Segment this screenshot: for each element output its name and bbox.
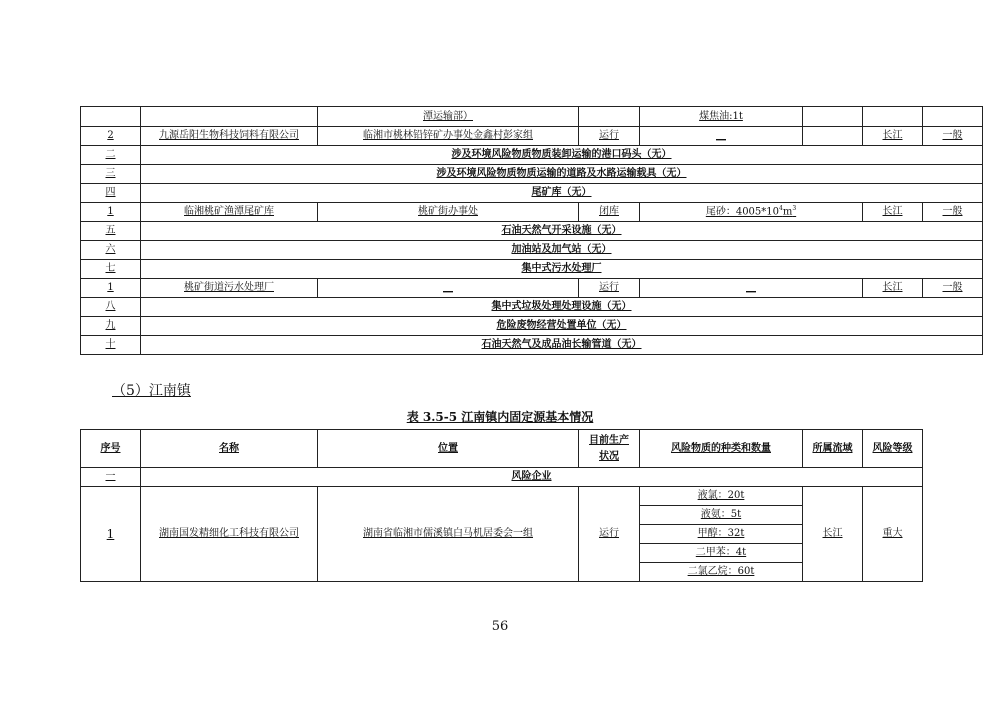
header-risk-level: 风险等级: [863, 430, 923, 468]
status-cell: 运行: [579, 127, 640, 146]
index-cell: 九: [81, 317, 141, 336]
index-cell: 六: [81, 241, 141, 260]
index-cell: 四: [81, 184, 141, 203]
status-cell: 运行: [579, 487, 640, 582]
basin-cell: 长江: [863, 203, 923, 222]
name-cell: 湖南国发精细化工科技有限公司: [141, 487, 318, 582]
table-row: [81, 279, 983, 298]
table-caption-text: 表 3.5-5 江南镇内固定源基本情况: [406, 410, 594, 424]
basin-cell: 长江: [863, 127, 923, 146]
table-row: [81, 127, 983, 146]
category-cell: 集中式污水处理厂: [141, 260, 983, 279]
substance-cell: __: [640, 279, 863, 298]
header-name: 名称: [141, 430, 318, 468]
table-row: [81, 487, 923, 582]
jiangnan-risk-table: [80, 429, 923, 582]
category-cell: 加油站及加气站（无）: [141, 241, 983, 260]
index-cell: 三: [81, 165, 141, 184]
list-item: 液氯：20t: [640, 487, 802, 506]
category-cell: 石油天然气开采设施（无）: [141, 222, 983, 241]
list-item: 液氨：5t: [640, 506, 802, 525]
index-cell: 七: [81, 260, 141, 279]
header-substances: 风险物质的种类和数量: [640, 430, 803, 468]
list-item: 甲醇：32t: [640, 525, 802, 544]
table-caption: [0, 408, 1000, 425]
name-cell: 桃矿街道污水处理厂: [141, 279, 318, 298]
page-number: 56: [491, 619, 509, 634]
table-row: [81, 107, 983, 127]
table-row: [81, 298, 983, 317]
list-item: 二氯乙烷：60t: [687, 566, 755, 577]
status-cell: 闭库: [579, 203, 640, 222]
table-row: [81, 317, 983, 336]
header-status: 目前生产 状况: [579, 430, 640, 468]
list-item: 二甲苯：4t: [640, 544, 802, 563]
upper-risk-table: [80, 106, 983, 355]
category-cell: 石油天然气及成品油长输管道（无）: [141, 336, 983, 355]
table-row: [81, 184, 983, 203]
table-row: [81, 146, 983, 165]
name-cell: 九源岳阳生物科技饲料有限公司: [141, 127, 318, 146]
index-cell: 1: [81, 279, 141, 298]
table-row: [81, 222, 983, 241]
index-cell: 一: [81, 468, 141, 487]
name-cell: 临湘桃矿渔潭尾矿库: [141, 203, 318, 222]
header-row: [81, 430, 923, 468]
table-row: [81, 260, 983, 279]
category-cell: 尾矿库（无）: [141, 184, 983, 203]
category-cell: 涉及环境风险物质物质运输的道路及水路运输载具（无）: [141, 165, 983, 184]
risk-level-cell: 一般: [923, 279, 983, 298]
index-cell: 二: [81, 146, 141, 165]
risk-level-cell: 一般: [923, 203, 983, 222]
basin-cell: 长江: [863, 279, 923, 298]
table-row: [81, 241, 983, 260]
risk-level-cell: 重大: [863, 487, 923, 582]
risk-level-cell: 一般: [923, 127, 983, 146]
header-index: 序号: [81, 430, 141, 468]
location-cell: 临湘市桃林铅锌矿办事处金鑫村彭家组: [318, 127, 579, 146]
index-cell: 十: [81, 336, 141, 355]
table-row: [81, 203, 983, 222]
index-cell: 1: [81, 487, 141, 582]
basin-cell: 长江: [803, 487, 863, 582]
index-cell: 五: [81, 222, 141, 241]
location-cell: 湖南省临湘市儒溪镇白马机居委会一组: [318, 487, 579, 582]
substances-cell: [640, 487, 803, 582]
category-cell: 风险企业: [141, 468, 923, 487]
index-cell: 八: [81, 298, 141, 317]
substance-cell: 煤焦油:1t: [640, 107, 803, 127]
index-cell: 2: [81, 127, 141, 146]
index-cell: 1: [81, 203, 141, 222]
table-row: [81, 336, 983, 355]
location-cell: __: [318, 279, 579, 298]
category-cell: 集中式垃圾处理处理设施（无）: [141, 298, 983, 317]
status-cell: 运行: [579, 279, 640, 298]
location-cell: 潭运输部）: [318, 107, 579, 127]
table-row: [81, 165, 983, 184]
header-location: 位置: [318, 430, 579, 468]
category-cell: 危险废物经营处置单位（无）: [141, 317, 983, 336]
category-cell: 涉及环境风险物质物质装卸运输的港口码头（无）: [141, 146, 983, 165]
substance-cell: 尾砂：$4005*10^4m^3$: [640, 203, 863, 222]
substance-cell: __: [640, 127, 803, 146]
location-cell: 桃矿街办事处: [318, 203, 579, 222]
section-heading: （5）江南镇: [112, 383, 191, 399]
header-basin: 所属流域: [803, 430, 863, 468]
table-row: [81, 468, 923, 487]
substances-list: [640, 487, 802, 581]
